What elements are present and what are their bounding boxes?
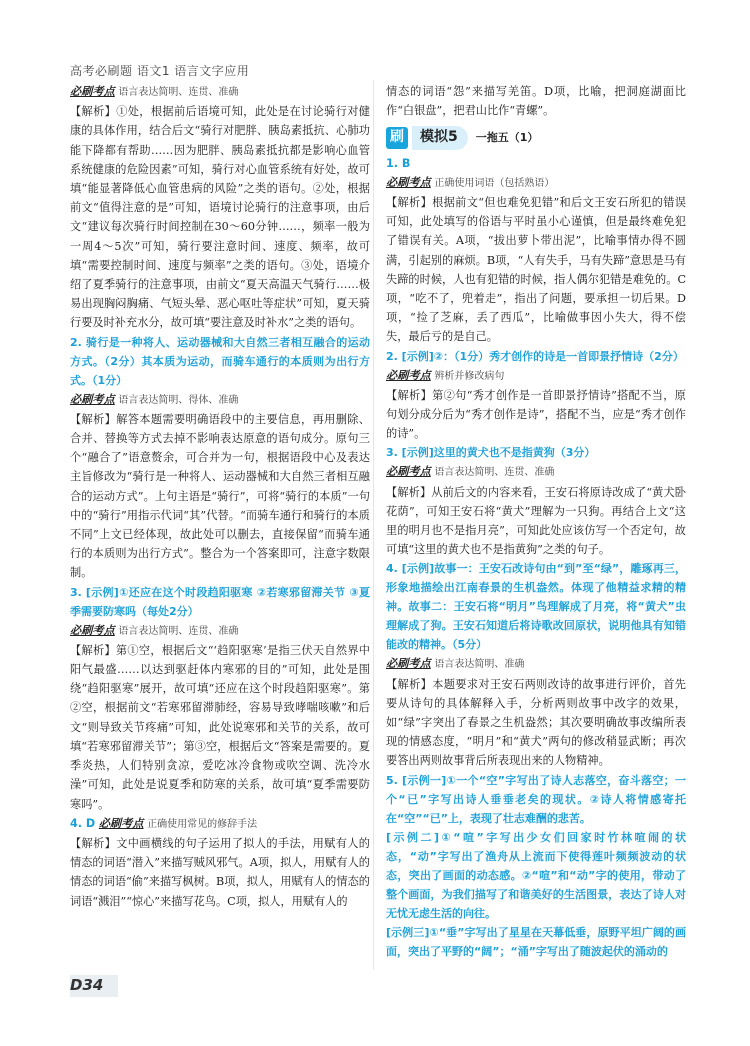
analysis-4: 【解析】本题要求对王安石两则改诗的故事进行评价，首先要从诗句的具体解释入手，分析两则故事中改字的效果，如“绿”字突出了春景之生机盎然；其次要明确故事改编所表现的情感态度，“明月”和“黄犬”两句的修改稍显武断；再次要答出两则故事背后所表现出来的人物精神。 (386, 677, 686, 768)
key-point: 必刷考点 语言表达简明、连贯、准确 (70, 84, 239, 98)
analysis-3: 【解析】第①空，根据后文“‘趋阳驱寒’是指三伏天自然界中阳气最盛……以达到驱赶体内寒邪的目的”可知，此处是围绕“趋阳驱寒”展开，故可填“还应在这个时段趋阳驱寒”。第②空，根据前文“若寒邪留滞肺经，容易导致哮喘咳嗽”和后文“则导致关节疼痛”可知，此处说寒邪和关节的关系，故可填“若寒邪留滞关节”；第③空，根据后文“答案是需要的。夏季炎热，人们特别贪凉，爱吃冰冷食物或吹空调、洗冷水澡”可知，此处是说夏季和防寒的关系，故可填“夏季需要防寒吗”。 (70, 643, 370, 811)
section-subtitle: 一拖五（1） (475, 131, 539, 145)
answer-2: 2. [示例]②：（1分）秀才创作的诗是一首即景抒情诗（2分） (386, 349, 684, 363)
answer-3: 3. [示例]①还应在这个时段趋阳驱寒 ②若寒邪留滞关节 ③夏季需要防寒吗（每处2分） (70, 585, 370, 618)
page-number: D34 (70, 976, 104, 994)
answer-5-example-1: 5. [示例一]①一个“空”字写出了诗人志落空，奋斗落空；一个“已”字写出诗人垂垂老矣的现状。②诗人将情感寄托在“空”“已”上，表现了壮志难酬的悲苦。 (386, 773, 686, 825)
answer-3: 3. [示例]这里的黄犬也不是指黄狗（3分） (386, 446, 596, 460)
column-divider (373, 80, 374, 970)
analysis-1: 【解析】①处，根据前后语境可知，此处是在讨论骑行对健康的具体作用，结合后文“骑行对肥胖、胰岛素抵抗、心肺功能下降都有帮助……因为肥胖、胰岛素抵抗都是影响心血管系统健康的危险因素”可知，骑行对心血管系统有好处，故可填“能显著降低心血管患病的风险”之类的语句。②处，根据前文“值得注意的是”可知，语境讨论骑行的注意事项，由后文“建议每次骑行时间控制在30～60分钟……，频率一般为一周4～5次”可知，骑行要注意时间、速度、频率，故可填“需要控制时间、速度与频率”之类的语句。③处，语境介绍了夏季骑行的注意事项，由前文“夏天高温天气骑行……极易出现胸闷胸痛、气短头晕、恶心呕吐等症状”可知，夏天骑行要及时补充水分，故可填“要注意及时补水”之类的语句。 (70, 105, 370, 330)
key-point: 必刷考点 语言表达简明、准确 (386, 656, 525, 671)
analysis-3: 【解析】从前后文的内容来看，王安石将原诗改成了“黄犬卧花荫”，可知王安石将“黄犬”理解为一只狗。再结合上文“这里的明月也不是指月亮”，可知此处应该仿写一个否定句，故可填“这里的黄犬也不是指黄狗”之类的句子。 (386, 485, 686, 557)
answer-2: 2. 骑行是一种将人、运动器械和大自然三者相互融合的运动方式。（2分）其本质为运动，而骑车通行的本质则为出行方式。（1分） (70, 335, 370, 387)
answer-4: 4. [示例]故事一：王安石改诗句由“到”至“绿”，雕琢再三，形象地描绘出江南春景的生机盎然。体现了他精益求精的精神。故事二：王安石将“明月”鸟理解成了月亮，将“黄犬”虫理解成了狗。王安石知道后将诗歌改回原状，说明他具有知错能改的精神。（5分） (386, 562, 686, 652)
left-column (70, 82, 370, 911)
analysis-1: 【解析】根据前文“但也难免犯错”和后文王安石所犯的错误可知，此处填写的俗语与平时虽小心谨慎，但是最终难免犯了错误有关。A项，“拔出萝卜带出泥”，比喻事情办得不圆满，引起别的麻烦。B项，“人有失手，马有失蹄”意思是马有失蹄的时候，人也有犯错的时候，指人偶尔犯错是难免的。C项，“吃不了，兜着走”，指出了问题，要承担一切后果。D项，“捡了芝麻，丢了西瓜”，比喻做事因小失大，得不偿失，最后亏的是自己。 (386, 196, 686, 344)
key-point: 必刷考点 语言表达简明、连贯、准确 (70, 622, 239, 637)
key-point: 必刷考点 正确使用词语（包括熟语） (386, 174, 555, 189)
key-point: 必刷考点 语言表达简明、连贯、准确 (386, 464, 555, 479)
analysis-2: 【解析】第②句“秀才创作是一首即景抒情诗”搭配不当，原句划分成分后为“秀才创作是诗”，搭配不当，应是“秀才创作的诗”。 (386, 388, 686, 441)
brush-icon: 刷 (386, 127, 408, 149)
key-point: 必刷考点 辨析并修改病句 (386, 367, 505, 382)
running-header: 高考必刷题 语文1 语言文字应用 (70, 64, 250, 78)
analysis-4: 【解析】文中画横线的句子运用了拟人的手法，用赋有人的情态的词语“潜入”来描写贼风邪气。A项，拟人，用赋有人的情态的词语“偷”来描写枫树。B项，拟人，用赋有人的情态的词语“溅泪”“惊心”来描写花鸟。C项，拟人，用赋有人的 (70, 836, 370, 908)
answer-5-example-3: [示例三]①“垂”字写出了星星在天幕低垂，原野平坦广阔的画面，突出了平野的“阔”；“涌”字写出了随波起伏的涌动的 (386, 925, 686, 958)
answer-1: 1. B (386, 156, 411, 170)
analysis-2: 【解析】解答本题需要明确语段中的主要信息，再用删除、合并、替换等方式去掉不影响表达原意的语句成分。原句三个“融合了”语意赘余，可合并为一句，根据语段中心及表达主旨修改为“骑行是一种将人、运动器械和大自然三者相互融合的运动方式”。上句主语是“骑行”，可将“骑行的本质”一句中的“骑行”用指示代词“其”代替。“而骑车通行和骑行的本质不同”上文已经体现，故此处可以删去，直接保留“而骑车通行的本质则为出行方式”。整合为一个答案即可，注意字数限制。 (70, 412, 370, 580)
answer-5-example-2: [示例二]①“喧”字写出少女们回家时竹林喧闹的状态，“动”字写出了渔舟从上流而下使得莲叶频频波动的状态，突出了画面的动态感。②“喧”和“动”字的使用，带动了整个画面，为我们描写了和谐美好的生活图景，表达了诗人对无忧无虑生活的向往。 (386, 830, 686, 920)
answer-4: 4. D 必刷考点 正确使用常见的修辞手法 (70, 815, 258, 830)
section-banner (386, 126, 686, 149)
section-title: 模拟5 (412, 126, 468, 149)
analysis-cont: 情态的词语“怨”来描写羌笛。D项，比喻，把洞庭湖面比作“白银盘”，把君山比作“青螺”。 (386, 85, 686, 118)
key-point: 必刷考点 语言表达简明、得体、准确 (70, 391, 239, 406)
right-column (386, 82, 686, 961)
